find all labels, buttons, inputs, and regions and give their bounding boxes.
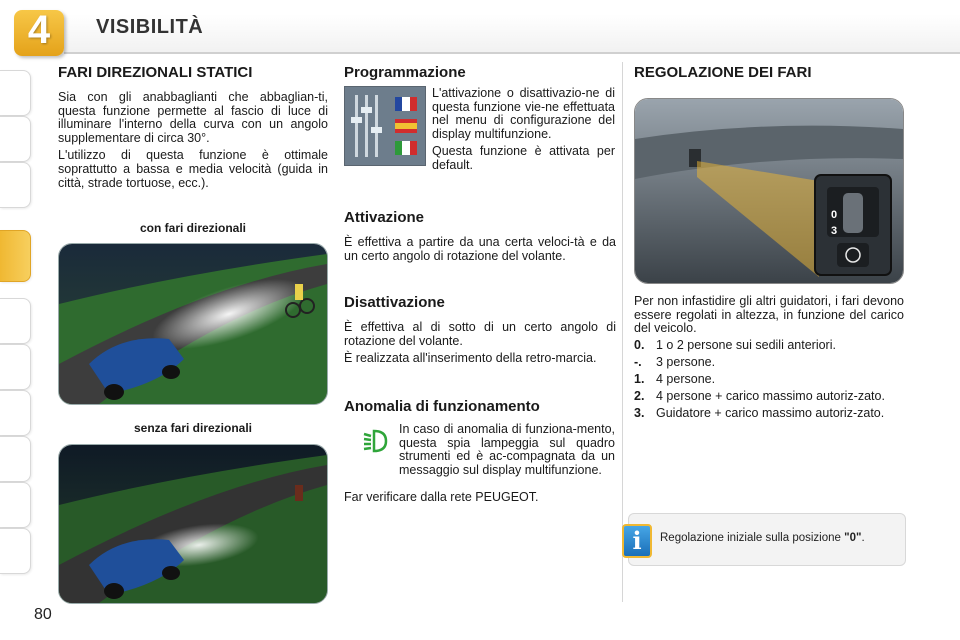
dashboard-photo (634, 98, 904, 284)
column-divider (622, 62, 623, 602)
chapter-tab-9[interactable] (0, 482, 31, 528)
list-item-text: 4 persone + carico massimo autoriz-zato. (656, 389, 885, 403)
list-item (634, 355, 906, 369)
deactivation-paragraph-2: È realizzata all'inserimento della retro-marcia. (344, 351, 597, 366)
malfunction-paragraph-2: Far verificare dalla rete PEUGEOT. (344, 490, 539, 504)
programming-paragraph-1: L'attivazione o disattivazio-ne di questa funzione vie-ne effettuata nel menu di configurazione del display multifunzione. (432, 86, 615, 141)
list-item-text: 4 persone. (656, 372, 716, 386)
list-item-key: -. (634, 355, 642, 369)
chapter-tab-8[interactable] (0, 436, 31, 482)
section-heading-programming: Programmazione (344, 64, 466, 81)
photo-without-directional-lights (58, 444, 328, 604)
photo-with-directional-lights (58, 243, 328, 405)
chapter-tab-3[interactable] (0, 162, 31, 208)
malfunction-paragraph-1: In caso di anomalia di funziona-mento, questa spia lampeggia sul quadro strumenti ed è ac-compagnata da un messaggio sul display multifunzione. (399, 422, 615, 477)
caption-without-lights: senza fari direzionali (133, 421, 253, 435)
section-heading-deactivation: Disattivazione (344, 294, 445, 311)
list-item (634, 389, 906, 403)
chapter-tab-7[interactable] (0, 390, 31, 436)
list-item-key: 3. (634, 406, 645, 420)
header-divider (64, 52, 960, 54)
headlamp-warning-icon (362, 428, 388, 454)
dial-label-three: 3 (831, 225, 838, 237)
chapter-tab-2[interactable] (0, 116, 31, 162)
deactivation-paragraph-1: È effettiva al di sotto di un certo angolo di rotazione del volante. (344, 320, 616, 348)
chapter-number: 4 (27, 8, 51, 52)
info-text-label: Regolazione iniziale sulla posizione (660, 532, 841, 544)
list-item (634, 372, 906, 386)
info-text (660, 532, 865, 544)
list-item-key: 0. (634, 338, 645, 352)
settings-sliders-icon (345, 87, 425, 165)
chapter-tab-1[interactable] (0, 70, 31, 116)
list-item-key: 2. (634, 389, 645, 403)
caption-with-lights: con fari direzionali (139, 221, 247, 235)
info-text-tail: . (861, 532, 865, 544)
static-lights-paragraph-2: L'utilizzo di questa funzione è ottimale soprattutto a bassa e media velocità (guida in città, strade tortuose, ecc.). (58, 148, 328, 190)
section-heading-malfunction: Anomalia di funzionamento (344, 398, 540, 415)
chapter-tab-5[interactable] (0, 298, 31, 344)
info-text-value: "0" (844, 532, 862, 544)
section-heading-headlamp-adjust: REGOLAZIONE DEI FARI (634, 64, 812, 81)
list-item-key: 1. (634, 372, 645, 386)
dial-label-zero: 0 (831, 209, 838, 221)
list-item (634, 338, 906, 352)
chapter-tab-6[interactable] (0, 344, 31, 390)
list-item-text: Guidatore + carico massimo autoriz-zato. (656, 406, 885, 420)
page-number: 80 (34, 606, 52, 623)
dashboard-dial-illustration-icon (635, 99, 903, 283)
page-title: VISIBILITÀ (96, 16, 204, 38)
load-position-list (634, 338, 906, 420)
section-heading-static-lights: FARI DIREZIONALI STATICI (58, 64, 253, 81)
list-item-text: 3 persone. (656, 355, 716, 369)
list-item-text: 1 o 2 persone sui sedili anteriori. (656, 338, 836, 352)
chapter-tab-10[interactable] (0, 528, 31, 574)
static-lights-paragraph-1: Sia con gli anabbaglianti che abbaglian-ti, questa funzione permette al fascio di luce di illuminare l'interno della curva con un angolo supplementare di circa 30°. (58, 90, 328, 145)
chapter-tab-4-active[interactable] (0, 230, 31, 282)
headlamp-adjust-intro: Per non infastidire gli altri guidatori, i fari devono essere regolati in altezza, in funzione del carico del veicolo. (634, 294, 904, 336)
road-illustration-with-lights-icon (59, 244, 327, 404)
list-item (634, 406, 906, 420)
programming-paragraph-2: Questa funzione è attivata per default. (432, 144, 615, 172)
display-config-image (344, 86, 426, 166)
section-heading-activation: Attivazione (344, 209, 425, 226)
activation-paragraph: È effettiva a partire da una certa veloci-tà e da un certo angolo di rotazione del volante. (344, 235, 616, 263)
road-illustration-without-lights-icon (59, 445, 327, 603)
info-icon: i (622, 524, 652, 558)
